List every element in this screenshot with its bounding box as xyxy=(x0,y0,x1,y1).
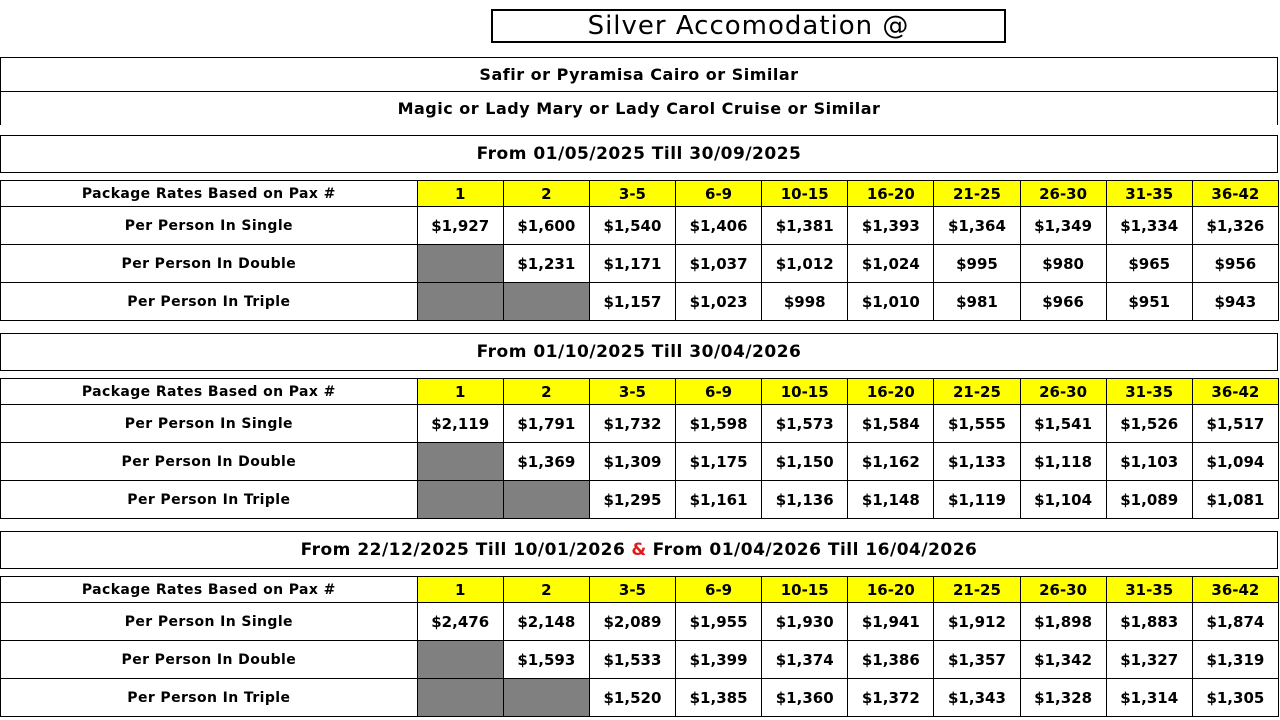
period-header-3 xyxy=(0,531,1278,569)
price-cell: $1,023 xyxy=(676,283,762,321)
price-cell: $1,372 xyxy=(848,679,934,717)
price-cell: $1,133 xyxy=(934,443,1020,481)
pax-group-header: 16-20 xyxy=(848,181,934,207)
rate-row xyxy=(1,679,1279,717)
price-cell: $1,037 xyxy=(676,245,762,283)
price-cell: $1,912 xyxy=(934,603,1020,641)
price-cell: $1,349 xyxy=(1020,207,1106,245)
price-cell: $1,393 xyxy=(848,207,934,245)
unavailable-cell xyxy=(503,283,589,321)
price-cell: $1,600 xyxy=(503,207,589,245)
pax-group-header: 21-25 xyxy=(934,181,1020,207)
period-header-3-part2: From 01/04/2026 Till 16/04/2026 xyxy=(652,540,978,560)
price-cell: $2,089 xyxy=(589,603,675,641)
price-cell: $1,540 xyxy=(589,207,675,245)
price-cell: $943 xyxy=(1192,283,1278,321)
price-cell: $1,161 xyxy=(676,481,762,519)
pax-group-header: 21-25 xyxy=(934,379,1020,405)
rates-table-3 xyxy=(0,576,1279,717)
pax-group-header: 3-5 xyxy=(589,577,675,603)
price-cell: $1,406 xyxy=(676,207,762,245)
price-cell: $965 xyxy=(1106,245,1192,283)
period-header-1: From 01/05/2025 Till 30/09/2025 xyxy=(0,135,1278,173)
unavailable-cell xyxy=(503,481,589,519)
price-cell: $1,385 xyxy=(676,679,762,717)
price-cell: $1,162 xyxy=(848,443,934,481)
unavailable-cell xyxy=(417,283,503,321)
pax-group-header: 31-35 xyxy=(1106,379,1192,405)
pax-header-row xyxy=(1,181,1279,207)
pax-header-label: Package Rates Based on Pax # xyxy=(1,181,418,207)
price-cell: $951 xyxy=(1106,283,1192,321)
rate-row xyxy=(1,207,1279,245)
pax-group-header: 36-42 xyxy=(1192,577,1278,603)
price-cell: $1,094 xyxy=(1192,443,1278,481)
page-title: Silver Accomodation @ xyxy=(491,9,1006,43)
price-cell: $1,593 xyxy=(503,641,589,679)
pax-group-header: 1 xyxy=(417,379,503,405)
price-cell: $1,012 xyxy=(762,245,848,283)
price-cell: $998 xyxy=(762,283,848,321)
pax-group-header: 2 xyxy=(503,181,589,207)
pax-group-header: 31-35 xyxy=(1106,181,1192,207)
price-cell: $1,364 xyxy=(934,207,1020,245)
pax-group-header: 16-20 xyxy=(848,379,934,405)
price-cell: $1,010 xyxy=(848,283,934,321)
pax-group-header: 10-15 xyxy=(762,577,848,603)
price-cell: $1,399 xyxy=(676,641,762,679)
price-cell: $981 xyxy=(934,283,1020,321)
price-cell: $1,081 xyxy=(1192,481,1278,519)
hotel-line-cairo: Safir or Pyramisa Cairo or Similar xyxy=(0,57,1278,92)
price-cell: $1,328 xyxy=(1020,679,1106,717)
price-cell: $995 xyxy=(934,245,1020,283)
price-cell: $1,119 xyxy=(934,481,1020,519)
period-header-3-ampersand: & xyxy=(631,540,647,560)
price-cell: $1,555 xyxy=(934,405,1020,443)
price-cell: $1,381 xyxy=(762,207,848,245)
pax-group-header: 6-9 xyxy=(676,577,762,603)
price-cell: $1,541 xyxy=(1020,405,1106,443)
pax-group-header: 36-42 xyxy=(1192,181,1278,207)
price-cell: $1,517 xyxy=(1192,405,1278,443)
price-cell: $1,334 xyxy=(1106,207,1192,245)
pax-group-header: 6-9 xyxy=(676,181,762,207)
pax-group-header: 16-20 xyxy=(848,577,934,603)
pax-group-header: 26-30 xyxy=(1020,577,1106,603)
price-cell: $1,732 xyxy=(589,405,675,443)
price-cell: $1,327 xyxy=(1106,641,1192,679)
rate-row xyxy=(1,603,1279,641)
price-cell: $1,598 xyxy=(676,405,762,443)
price-cell: $1,533 xyxy=(589,641,675,679)
price-cell: $1,342 xyxy=(1020,641,1106,679)
pax-header-row xyxy=(1,577,1279,603)
price-cell: $980 xyxy=(1020,245,1106,283)
rate-row xyxy=(1,481,1279,519)
pax-header-label: Package Rates Based on Pax # xyxy=(1,379,418,405)
price-cell: $1,573 xyxy=(762,405,848,443)
price-cell: $1,319 xyxy=(1192,641,1278,679)
room-type-label: Per Person In Single xyxy=(1,405,418,443)
room-type-label: Per Person In Triple xyxy=(1,679,418,717)
period-header-2: From 01/10/2025 Till 30/04/2026 xyxy=(0,333,1278,371)
price-cell: $966 xyxy=(1020,283,1106,321)
unavailable-cell xyxy=(417,641,503,679)
unavailable-cell xyxy=(417,443,503,481)
price-cell: $1,171 xyxy=(589,245,675,283)
rates-table-1 xyxy=(0,180,1279,321)
price-cell: $1,089 xyxy=(1106,481,1192,519)
price-cell: $1,343 xyxy=(934,679,1020,717)
pax-group-header: 1 xyxy=(417,181,503,207)
price-cell: $956 xyxy=(1192,245,1278,283)
rate-row xyxy=(1,245,1279,283)
price-cell: $1,520 xyxy=(589,679,675,717)
price-cell: $1,157 xyxy=(589,283,675,321)
rates-table-2 xyxy=(0,378,1279,519)
period-header-3-part1: From 22/12/2025 Till 10/01/2026 xyxy=(300,540,626,560)
pax-header-row xyxy=(1,379,1279,405)
unavailable-cell xyxy=(417,245,503,283)
pax-group-header: 2 xyxy=(503,577,589,603)
price-cell: $1,357 xyxy=(934,641,1020,679)
price-cell: $1,118 xyxy=(1020,443,1106,481)
rate-row xyxy=(1,641,1279,679)
price-cell: $1,024 xyxy=(848,245,934,283)
pax-group-header: 36-42 xyxy=(1192,379,1278,405)
price-cell: $1,175 xyxy=(676,443,762,481)
price-cell: $1,898 xyxy=(1020,603,1106,641)
price-cell: $1,103 xyxy=(1106,443,1192,481)
pax-group-header: 2 xyxy=(503,379,589,405)
price-cell: $1,136 xyxy=(762,481,848,519)
pax-header-label: Package Rates Based on Pax # xyxy=(1,577,418,603)
price-cell: $1,305 xyxy=(1192,679,1278,717)
price-cell: $1,314 xyxy=(1106,679,1192,717)
pax-group-header: 21-25 xyxy=(934,577,1020,603)
room-type-label: Per Person In Triple xyxy=(1,481,418,519)
pax-group-header: 6-9 xyxy=(676,379,762,405)
price-cell: $1,941 xyxy=(848,603,934,641)
price-cell: $1,874 xyxy=(1192,603,1278,641)
price-cell: $1,526 xyxy=(1106,405,1192,443)
rate-row xyxy=(1,405,1279,443)
price-cell: $1,150 xyxy=(762,443,848,481)
price-cell: $1,883 xyxy=(1106,603,1192,641)
price-cell: $1,369 xyxy=(503,443,589,481)
price-cell: $1,295 xyxy=(589,481,675,519)
price-cell: $2,119 xyxy=(417,405,503,443)
rate-row xyxy=(1,443,1279,481)
price-cell: $1,791 xyxy=(503,405,589,443)
pax-group-header: 1 xyxy=(417,577,503,603)
price-cell: $1,231 xyxy=(503,245,589,283)
hotel-line-cruise: Magic or Lady Mary or Lady Carol Cruise or Similar xyxy=(0,91,1278,125)
room-type-label: Per Person In Double xyxy=(1,245,418,283)
pax-group-header: 3-5 xyxy=(589,181,675,207)
pax-group-header: 3-5 xyxy=(589,379,675,405)
room-type-label: Per Person In Single xyxy=(1,207,418,245)
price-cell: $1,309 xyxy=(589,443,675,481)
price-cell: $1,955 xyxy=(676,603,762,641)
price-cell: $1,584 xyxy=(848,405,934,443)
room-type-label: Per Person In Double xyxy=(1,641,418,679)
room-type-label: Per Person In Triple xyxy=(1,283,418,321)
price-cell: $1,927 xyxy=(417,207,503,245)
room-type-label: Per Person In Single xyxy=(1,603,418,641)
price-cell: $1,326 xyxy=(1192,207,1278,245)
price-cell: $1,360 xyxy=(762,679,848,717)
price-cell: $1,930 xyxy=(762,603,848,641)
pax-group-header: 26-30 xyxy=(1020,379,1106,405)
unavailable-cell xyxy=(503,679,589,717)
price-cell: $1,386 xyxy=(848,641,934,679)
pax-group-header: 10-15 xyxy=(762,379,848,405)
price-cell: $1,148 xyxy=(848,481,934,519)
price-cell: $1,374 xyxy=(762,641,848,679)
price-cell: $2,148 xyxy=(503,603,589,641)
unavailable-cell xyxy=(417,679,503,717)
rate-row xyxy=(1,283,1279,321)
pax-group-header: 10-15 xyxy=(762,181,848,207)
pax-group-header: 31-35 xyxy=(1106,577,1192,603)
price-cell: $2,476 xyxy=(417,603,503,641)
unavailable-cell xyxy=(417,481,503,519)
room-type-label: Per Person In Double xyxy=(1,443,418,481)
price-cell: $1,104 xyxy=(1020,481,1106,519)
pax-group-header: 26-30 xyxy=(1020,181,1106,207)
